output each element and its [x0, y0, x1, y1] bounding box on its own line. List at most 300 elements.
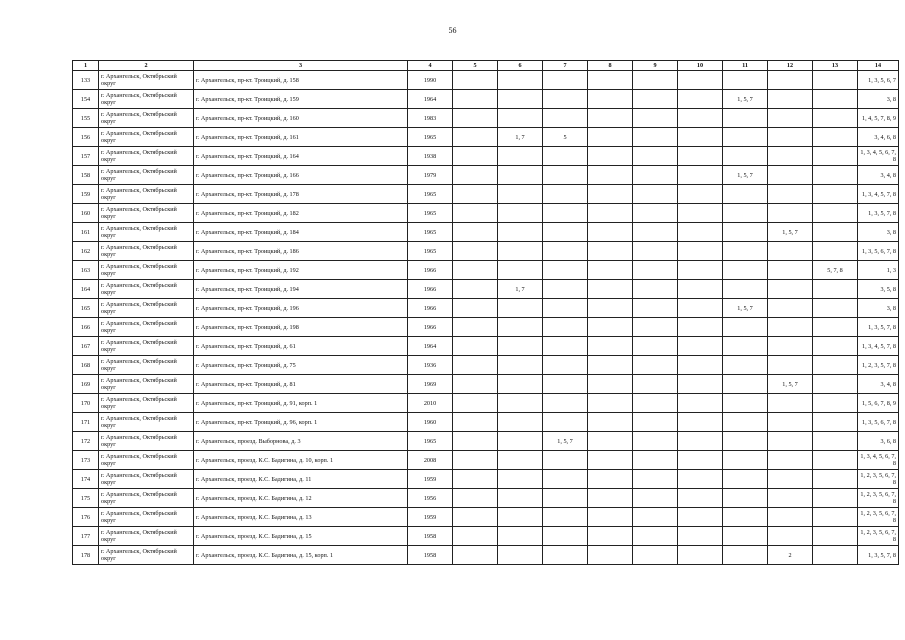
district-cell: г. Архангельск, Октябрьский округ [99, 299, 194, 318]
year-cell: 1965 [408, 223, 453, 242]
column-12-cell [768, 451, 813, 470]
column-13-cell [813, 204, 858, 223]
column-12-cell [768, 147, 813, 166]
column-12-cell [768, 261, 813, 280]
column-13-cell [813, 375, 858, 394]
column-9-cell [633, 128, 678, 147]
column-7-cell [543, 394, 588, 413]
column-7-cell [543, 147, 588, 166]
row-number-cell: 161 [73, 223, 99, 242]
table-row [73, 546, 899, 565]
column-header-11: 11 [723, 61, 768, 71]
column-8-cell [588, 261, 633, 280]
column-7-cell [543, 223, 588, 242]
column-12-cell: 1, 5, 7 [768, 223, 813, 242]
year-cell: 1966 [408, 299, 453, 318]
column-5-cell [453, 508, 498, 527]
address-cell: г. Архангельск, пр-кт. Троицкий, д. 159 [194, 90, 408, 109]
column-14-cell: 3, 5, 8 [858, 280, 899, 299]
table-row [73, 147, 899, 166]
column-11-cell [723, 204, 768, 223]
row-number-cell: 169 [73, 375, 99, 394]
district-cell: г. Архангельск, Октябрьский округ [99, 242, 194, 261]
column-7-cell: 1, 5, 7 [543, 432, 588, 451]
column-13-cell [813, 413, 858, 432]
column-9-cell [633, 470, 678, 489]
column-12-cell [768, 508, 813, 527]
row-number-cell: 166 [73, 318, 99, 337]
column-12-cell: 1, 5, 7 [768, 375, 813, 394]
column-7-cell [543, 451, 588, 470]
column-8-cell [588, 90, 633, 109]
housing-table [72, 60, 899, 565]
column-8-cell [588, 451, 633, 470]
column-5-cell [453, 527, 498, 546]
column-10-cell [678, 299, 723, 318]
column-header-3: 3 [194, 61, 408, 71]
row-number-cell: 156 [73, 128, 99, 147]
table-row [73, 299, 899, 318]
column-14-cell: 1, 2, 3, 5, 6, 7, 8 [858, 489, 899, 508]
column-12-cell [768, 356, 813, 375]
column-10-cell [678, 242, 723, 261]
district-cell: г. Архангельск, Октябрьский округ [99, 470, 194, 489]
column-11-cell [723, 546, 768, 565]
address-cell: г. Архангельск, проезд. К.С. Бадигина, д. 13 [194, 508, 408, 527]
column-7-cell [543, 527, 588, 546]
column-11-cell [723, 318, 768, 337]
column-9-cell [633, 413, 678, 432]
column-14-cell: 1, 3, 5, 6, 7 [858, 71, 899, 90]
column-10-cell [678, 375, 723, 394]
column-9-cell [633, 71, 678, 90]
column-9-cell [633, 546, 678, 565]
column-5-cell [453, 299, 498, 318]
column-9-cell [633, 185, 678, 204]
column-8-cell [588, 527, 633, 546]
column-13-cell [813, 489, 858, 508]
column-14-cell: 3, 6, 8 [858, 432, 899, 451]
column-10-cell [678, 508, 723, 527]
column-10-cell [678, 90, 723, 109]
column-5-cell [453, 90, 498, 109]
column-5-cell [453, 109, 498, 128]
column-12-cell [768, 432, 813, 451]
column-13-cell [813, 356, 858, 375]
column-6-cell [498, 166, 543, 185]
column-13-cell [813, 223, 858, 242]
column-6-cell [498, 508, 543, 527]
column-10-cell [678, 337, 723, 356]
table-row [73, 337, 899, 356]
year-cell: 1965 [408, 204, 453, 223]
district-cell: г. Архангельск, Октябрьский округ [99, 527, 194, 546]
table-row [73, 451, 899, 470]
district-cell: г. Архангельск, Октябрьский округ [99, 356, 194, 375]
column-8-cell [588, 337, 633, 356]
table-body [73, 71, 899, 565]
address-cell: г. Архангельск, пр-кт. Троицкий, д. 198 [194, 318, 408, 337]
table-row [73, 204, 899, 223]
column-8-cell [588, 299, 633, 318]
column-9-cell [633, 394, 678, 413]
column-10-cell [678, 280, 723, 299]
column-6-cell [498, 147, 543, 166]
column-13-cell [813, 128, 858, 147]
table-row [73, 318, 899, 337]
row-number-cell: 160 [73, 204, 99, 223]
table-row [73, 109, 899, 128]
column-11-cell [723, 527, 768, 546]
year-cell: 1964 [408, 90, 453, 109]
address-cell: г. Архангельск, проезд. К.С. Бадигина, д. 10, корп. 1 [194, 451, 408, 470]
table-row [73, 128, 899, 147]
column-8-cell [588, 223, 633, 242]
column-10-cell [678, 71, 723, 90]
column-header-13: 13 [813, 61, 858, 71]
year-cell: 2010 [408, 394, 453, 413]
column-7-cell [543, 508, 588, 527]
address-cell: г. Архангельск, пр-кт. Троицкий, д. 194 [194, 280, 408, 299]
address-cell: г. Архангельск, проезд. К.С. Бадигина, д. 15 [194, 527, 408, 546]
table-row [73, 261, 899, 280]
district-cell: г. Архангельск, Октябрьский округ [99, 451, 194, 470]
address-cell: г. Архангельск, пр-кт. Троицкий, д. 96, корп. 1 [194, 413, 408, 432]
year-cell: 1990 [408, 71, 453, 90]
column-6-cell [498, 394, 543, 413]
year-cell: 1964 [408, 337, 453, 356]
column-13-cell [813, 71, 858, 90]
column-5-cell [453, 204, 498, 223]
column-9-cell [633, 147, 678, 166]
column-header-5: 5 [453, 61, 498, 71]
column-11-cell [723, 432, 768, 451]
column-13-cell [813, 470, 858, 489]
column-14-cell: 1, 3, 5, 6, 7, 8 [858, 242, 899, 261]
column-5-cell [453, 71, 498, 90]
column-header-7: 7 [543, 61, 588, 71]
column-13-cell [813, 166, 858, 185]
column-5-cell [453, 546, 498, 565]
column-header-6: 6 [498, 61, 543, 71]
column-7-cell [543, 71, 588, 90]
column-12-cell [768, 318, 813, 337]
district-cell: г. Архангельск, Октябрьский округ [99, 223, 194, 242]
column-14-cell: 1, 3, 5, 7, 8 [858, 204, 899, 223]
column-8-cell [588, 166, 633, 185]
column-5-cell [453, 432, 498, 451]
column-10-cell [678, 451, 723, 470]
address-cell: г. Архангельск, пр-кт. Троицкий, д. 160 [194, 109, 408, 128]
column-14-cell: 1, 3, 4, 5, 7, 8 [858, 185, 899, 204]
row-number-cell: 168 [73, 356, 99, 375]
column-12-cell [768, 128, 813, 147]
district-cell: г. Архангельск, Октябрьский округ [99, 71, 194, 90]
column-8-cell [588, 204, 633, 223]
column-6-cell [498, 432, 543, 451]
column-9-cell [633, 261, 678, 280]
column-8-cell [588, 508, 633, 527]
column-8-cell [588, 394, 633, 413]
column-11-cell [723, 356, 768, 375]
column-header-1: 1 [73, 61, 99, 71]
address-cell: г. Архангельск, пр-кт. Троицкий, д. 61 [194, 337, 408, 356]
district-cell: г. Архангельск, Октябрьский округ [99, 508, 194, 527]
column-13-cell [813, 394, 858, 413]
column-11-cell: 1, 5, 7 [723, 166, 768, 185]
row-number-cell: 178 [73, 546, 99, 565]
column-14-cell: 3, 4, 6, 8 [858, 128, 899, 147]
column-11-cell [723, 128, 768, 147]
column-7-cell [543, 280, 588, 299]
column-14-cell: 1, 2, 3, 5, 6, 7, 8 [858, 527, 899, 546]
column-9-cell [633, 223, 678, 242]
column-8-cell [588, 280, 633, 299]
column-13-cell [813, 280, 858, 299]
district-cell: г. Архангельск, Октябрьский округ [99, 546, 194, 565]
column-12-cell [768, 166, 813, 185]
column-9-cell [633, 204, 678, 223]
column-10-cell [678, 128, 723, 147]
address-cell: г. Архангельск, пр-кт. Троицкий, д. 164 [194, 147, 408, 166]
year-cell: 1965 [408, 242, 453, 261]
table-row [73, 90, 899, 109]
column-6-cell [498, 337, 543, 356]
year-cell: 1965 [408, 185, 453, 204]
column-8-cell [588, 432, 633, 451]
row-number-cell: 164 [73, 280, 99, 299]
address-cell: г. Архангельск, пр-кт. Троицкий, д. 178 [194, 185, 408, 204]
address-cell: г. Архангельск, пр-кт. Троицкий, д. 184 [194, 223, 408, 242]
column-8-cell [588, 71, 633, 90]
district-cell: г. Архангельск, Октябрьский округ [99, 432, 194, 451]
column-6-cell [498, 546, 543, 565]
address-cell: г. Архангельск, пр-кт. Троицкий, д. 182 [194, 204, 408, 223]
row-number-cell: 165 [73, 299, 99, 318]
column-header-8: 8 [588, 61, 633, 71]
column-6-cell [498, 71, 543, 90]
column-5-cell [453, 147, 498, 166]
column-13-cell [813, 508, 858, 527]
column-14-cell: 1, 3, 5, 7, 8 [858, 318, 899, 337]
district-cell: г. Архангельск, Октябрьский округ [99, 109, 194, 128]
column-6-cell [498, 451, 543, 470]
column-5-cell [453, 242, 498, 261]
column-10-cell [678, 413, 723, 432]
column-14-cell: 1, 3, 5, 7, 8 [858, 546, 899, 565]
column-6-cell [498, 242, 543, 261]
row-number-cell: 159 [73, 185, 99, 204]
table-row [73, 432, 899, 451]
year-cell: 1960 [408, 413, 453, 432]
column-10-cell [678, 261, 723, 280]
district-cell: г. Архангельск, Октябрьский округ [99, 261, 194, 280]
column-13-cell [813, 451, 858, 470]
column-11-cell [723, 71, 768, 90]
column-7-cell [543, 261, 588, 280]
column-5-cell [453, 470, 498, 489]
table-row [73, 508, 899, 527]
column-10-cell [678, 109, 723, 128]
column-10-cell [678, 185, 723, 204]
row-number-cell: 157 [73, 147, 99, 166]
column-5-cell [453, 261, 498, 280]
column-11-cell [723, 451, 768, 470]
column-6-cell [498, 185, 543, 204]
row-number-cell: 174 [73, 470, 99, 489]
column-7-cell [543, 489, 588, 508]
column-9-cell [633, 375, 678, 394]
column-9-cell [633, 166, 678, 185]
table-row [73, 223, 899, 242]
column-8-cell [588, 185, 633, 204]
column-8-cell [588, 242, 633, 261]
row-number-cell: 167 [73, 337, 99, 356]
column-12-cell: 2 [768, 546, 813, 565]
table-row [73, 527, 899, 546]
column-12-cell [768, 204, 813, 223]
column-13-cell [813, 147, 858, 166]
address-cell: г. Архангельск, пр-кт. Троицкий, д. 186 [194, 242, 408, 261]
column-8-cell [588, 375, 633, 394]
table-row [73, 185, 899, 204]
column-13-cell [813, 185, 858, 204]
column-5-cell [453, 185, 498, 204]
column-14-cell: 1, 3, 5, 6, 7, 8 [858, 413, 899, 432]
address-cell: г. Архангельск, пр-кт. Троицкий, д. 75 [194, 356, 408, 375]
column-12-cell [768, 185, 813, 204]
district-cell: г. Архангельск, Октябрьский округ [99, 147, 194, 166]
column-7-cell [543, 413, 588, 432]
row-number-cell: 154 [73, 90, 99, 109]
column-7-cell [543, 375, 588, 394]
column-6-cell [498, 204, 543, 223]
column-7-cell [543, 318, 588, 337]
column-11-cell [723, 508, 768, 527]
year-cell: 1959 [408, 508, 453, 527]
column-9-cell [633, 90, 678, 109]
column-header-2: 2 [99, 61, 194, 71]
column-9-cell [633, 318, 678, 337]
column-11-cell [723, 337, 768, 356]
table-row [73, 242, 899, 261]
year-cell: 1956 [408, 489, 453, 508]
district-cell: г. Архангельск, Октябрьский округ [99, 90, 194, 109]
column-6-cell [498, 470, 543, 489]
column-10-cell [678, 223, 723, 242]
column-7-cell [543, 109, 588, 128]
column-6-cell [498, 109, 543, 128]
column-5-cell [453, 375, 498, 394]
column-13-cell [813, 242, 858, 261]
column-10-cell [678, 470, 723, 489]
address-cell: г. Архангельск, пр-кт. Троицкий, д. 166 [194, 166, 408, 185]
column-6-cell [498, 299, 543, 318]
address-cell: г. Архангельск, проезд. К.С. Бадигина, д. 12 [194, 489, 408, 508]
district-cell: г. Архангельск, Октябрьский округ [99, 375, 194, 394]
column-7-cell: 5 [543, 128, 588, 147]
column-7-cell [543, 356, 588, 375]
column-11-cell [723, 394, 768, 413]
column-13-cell [813, 318, 858, 337]
row-number-cell: 155 [73, 109, 99, 128]
column-12-cell [768, 489, 813, 508]
row-number-cell: 177 [73, 527, 99, 546]
column-9-cell [633, 356, 678, 375]
column-13-cell [813, 299, 858, 318]
column-7-cell [543, 185, 588, 204]
row-number-cell: 171 [73, 413, 99, 432]
column-6-cell [498, 489, 543, 508]
column-6-cell [498, 318, 543, 337]
table-row [73, 166, 899, 185]
year-cell: 1959 [408, 470, 453, 489]
column-9-cell [633, 337, 678, 356]
column-9-cell [633, 299, 678, 318]
column-6-cell [498, 223, 543, 242]
address-cell: г. Архангельск, пр-кт. Троицкий, д. 158 [194, 71, 408, 90]
column-14-cell: 3, 8 [858, 299, 899, 318]
column-7-cell [543, 337, 588, 356]
column-6-cell [498, 261, 543, 280]
column-6-cell [498, 413, 543, 432]
address-cell: г. Архангельск, пр-кт. Троицкий, д. 192 [194, 261, 408, 280]
column-14-cell: 1, 3, 4, 5, 6, 7, 8 [858, 147, 899, 166]
column-14-cell: 3, 4, 8 [858, 375, 899, 394]
row-number-cell: 162 [73, 242, 99, 261]
column-12-cell [768, 337, 813, 356]
address-cell: г. Архангельск, пр-кт. Троицкий, д. 161 [194, 128, 408, 147]
column-11-cell [723, 185, 768, 204]
column-header-4: 4 [408, 61, 453, 71]
column-12-cell [768, 109, 813, 128]
column-14-cell: 1, 5, 6, 7, 8, 9 [858, 394, 899, 413]
table-row [73, 394, 899, 413]
column-5-cell [453, 394, 498, 413]
column-header-10: 10 [678, 61, 723, 71]
column-5-cell [453, 166, 498, 185]
column-5-cell [453, 489, 498, 508]
table-row [73, 470, 899, 489]
column-11-cell [723, 489, 768, 508]
column-6-cell [498, 90, 543, 109]
year-cell: 1966 [408, 318, 453, 337]
column-6-cell [498, 375, 543, 394]
column-10-cell [678, 432, 723, 451]
column-11-cell [723, 470, 768, 489]
column-11-cell [723, 413, 768, 432]
column-14-cell: 3, 4, 8 [858, 166, 899, 185]
column-9-cell [633, 527, 678, 546]
table-row [73, 489, 899, 508]
table-row [73, 71, 899, 90]
column-8-cell [588, 109, 633, 128]
column-8-cell [588, 147, 633, 166]
year-cell: 1938 [408, 147, 453, 166]
address-cell: г. Архангельск, проезд. К.С. Бадигина, д. 15, корп. 1 [194, 546, 408, 565]
district-cell: г. Архангельск, Октябрьский округ [99, 166, 194, 185]
district-cell: г. Архангельск, Октябрьский округ [99, 280, 194, 299]
column-7-cell [543, 546, 588, 565]
column-7-cell [543, 242, 588, 261]
column-11-cell [723, 280, 768, 299]
column-12-cell [768, 394, 813, 413]
row-number-cell: 170 [73, 394, 99, 413]
column-5-cell [453, 451, 498, 470]
column-12-cell [768, 90, 813, 109]
row-number-cell: 133 [73, 71, 99, 90]
district-cell: г. Архангельск, Октябрьский округ [99, 413, 194, 432]
